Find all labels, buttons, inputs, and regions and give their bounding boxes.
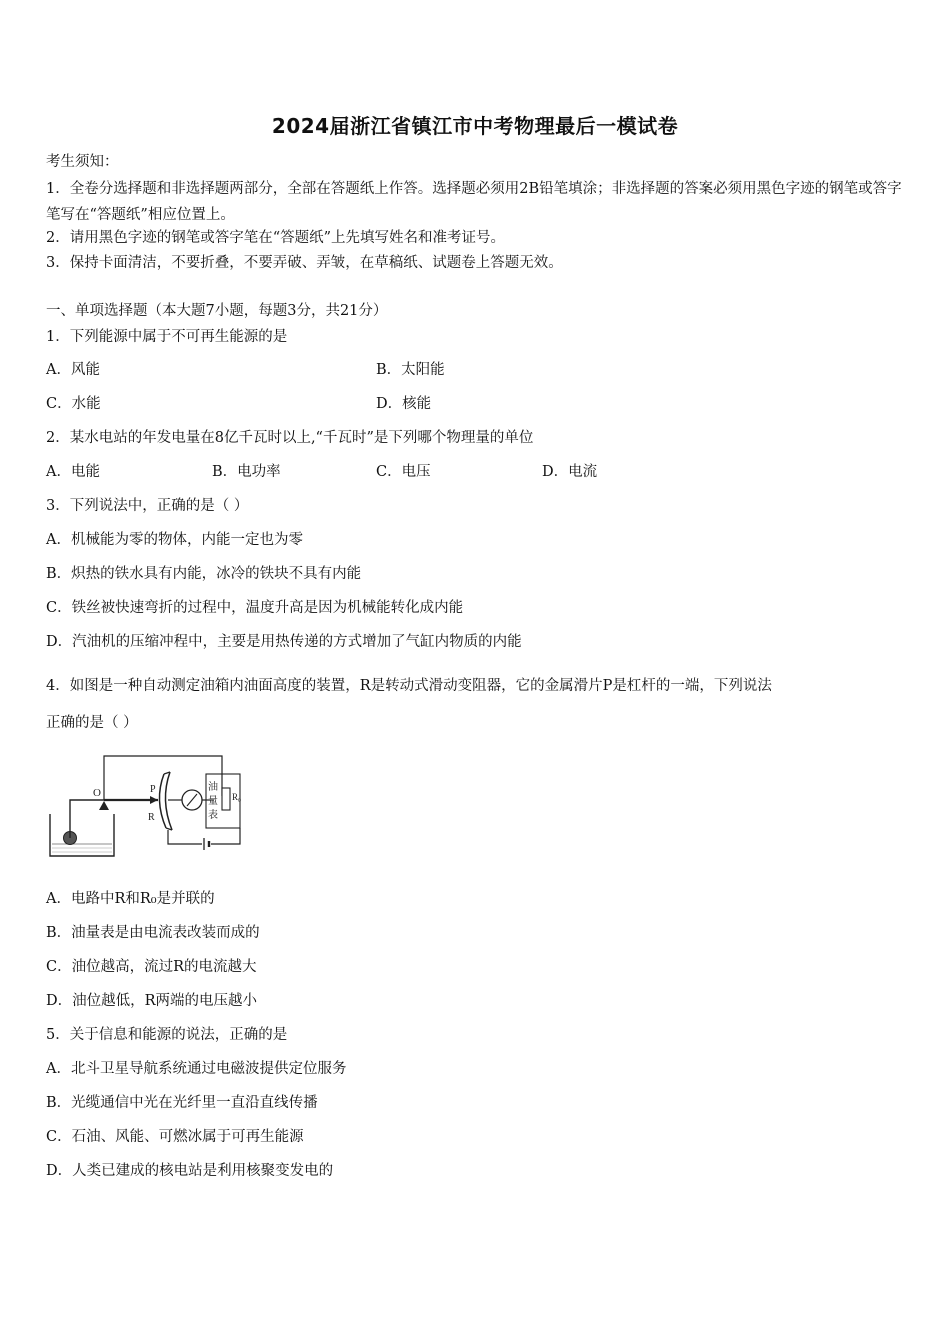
- section-heading: 一、单项选择题（本大题7小题，每题3分，共21分）: [46, 303, 388, 319]
- question-1-stem: 1．下列能源中属于不可再生能源的是: [46, 329, 288, 345]
- q2-option-c[interactable]: C．电压: [376, 464, 431, 480]
- q5-option-a[interactable]: A．北斗卫星导航系统通过电磁波提供定位服务: [46, 1061, 347, 1077]
- q5-option-d[interactable]: D．人类已建成的核电站是利用核聚变发电的: [46, 1163, 334, 1179]
- q2-option-d[interactable]: D．电流: [542, 464, 598, 480]
- label-p: P: [150, 784, 156, 795]
- label-r0: R₀: [232, 792, 242, 802]
- label-meter-3: 表: [208, 810, 218, 821]
- q4-option-b[interactable]: B．油量表是由电流表改装而成的: [46, 925, 260, 941]
- label-meter-1: 油: [208, 782, 218, 793]
- label-meter-2: 量: [208, 796, 218, 807]
- q1-option-d[interactable]: D．核能: [376, 396, 432, 412]
- oil-gauge-circuit-diagram: [46, 752, 258, 862]
- label-o: O: [93, 787, 101, 799]
- question-4-stem-line2: 正确的是（ ）: [46, 715, 138, 731]
- question-3-stem: 3．下列说法中，正确的是（ ）: [46, 498, 249, 514]
- question-4-stem-line1: 4．如图是一种自动测定油箱内油面高度的装置，R是转动式滑动变阻器，它的金属滑片P是杠杆的一端，下列说法: [46, 678, 772, 694]
- q1-option-b[interactable]: B．太阳能: [376, 362, 445, 378]
- q3-option-a[interactable]: A．机械能为零的物体，内能一定也为零: [46, 532, 303, 548]
- q4-option-a[interactable]: A．电路中R和R₀是并联的: [46, 891, 215, 907]
- q5-option-b[interactable]: B．光缆通信中光在光纤里一直沿直线传播: [46, 1095, 318, 1111]
- q2-option-a[interactable]: A．电能: [46, 464, 100, 480]
- question-2-stem: 2．某水电站的年发电量在8亿千瓦时以上,“千瓦时”是下列哪个物理量的单位: [46, 430, 534, 446]
- q1-option-c[interactable]: C．水能: [46, 396, 101, 412]
- notice-item-3: 3．保持卡面清洁，不要折叠，不要弄破、弄皱，在草稿纸、试题卷上答题无效。: [46, 255, 563, 271]
- question-5-stem: 5．关于信息和能源的说法，正确的是: [46, 1027, 288, 1043]
- notice-heading: 考生须知：: [46, 154, 119, 170]
- label-r: R: [148, 812, 155, 823]
- q1-option-a[interactable]: A．风能: [46, 362, 100, 378]
- notice-item-1: 1．全卷分选择题和非选择题两部分，全部在答题纸上作答。选择题必须用2B铅笔填涂；非选择题的答案必须用黑色字迹的钢笔或答字笔写在“答题纸”相应位置上。: [46, 181, 902, 223]
- q4-option-c[interactable]: C．油位越高，流过R的电流越大: [46, 959, 257, 975]
- q3-option-b[interactable]: B．炽热的铁水具有内能，冰冷的铁块不具有内能: [46, 566, 362, 582]
- page-title: 2024届浙江省镇江市中考物理最后一模试卷: [271, 114, 679, 138]
- notice-item-2: 2．请用黑色字迹的钢笔或答字笔在“答题纸”上先填写姓名和准考证号。: [46, 230, 506, 246]
- q4-option-d[interactable]: D．油位越低，R两端的电压越小: [46, 993, 258, 1009]
- q2-option-b[interactable]: B．电功率: [212, 464, 281, 480]
- q3-option-d[interactable]: D．汽油机的压缩冲程中，主要是用热传递的方式增加了气缸内物质的内能: [46, 634, 522, 650]
- q5-option-c[interactable]: C．石油、风能、可燃冰属于可再生能源: [46, 1129, 304, 1145]
- q3-option-c[interactable]: C．铁丝被快速弯折的过程中，温度升高是因为机械能转化成内能: [46, 600, 464, 616]
